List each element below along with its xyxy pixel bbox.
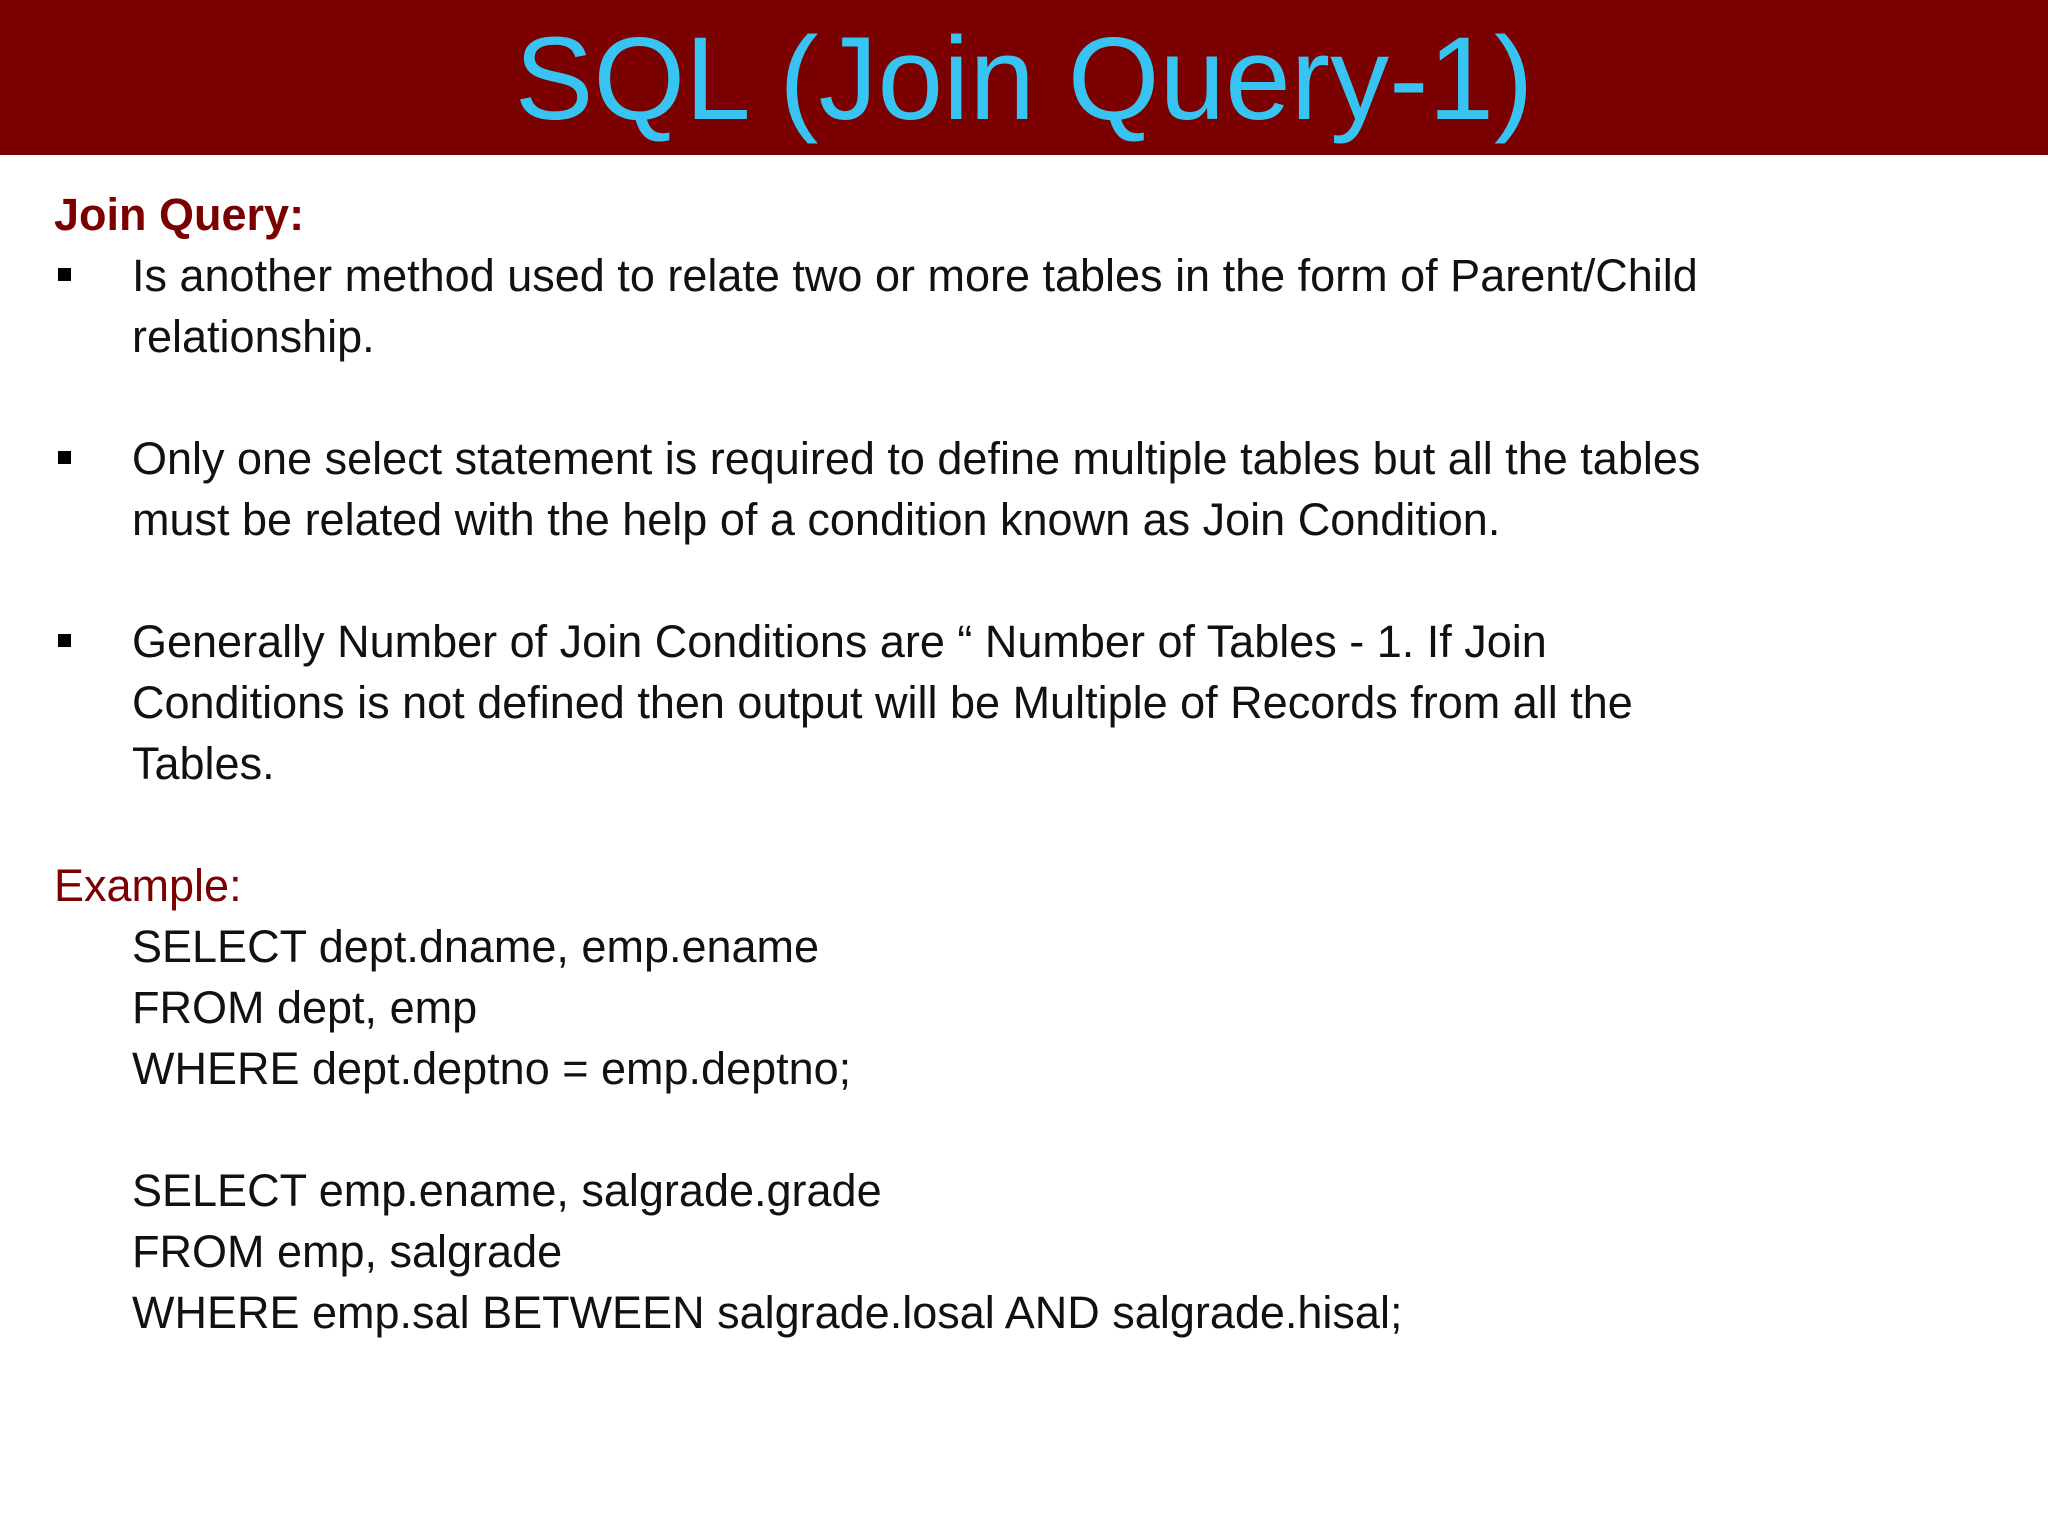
- bullet-line: Conditions is not defined then output will be Multiple of Records from all the: [132, 677, 1633, 728]
- square-bullet-icon: [58, 634, 71, 647]
- code-example-1: [54, 916, 2014, 1099]
- square-bullet-icon: [58, 451, 71, 464]
- code-line: FROM dept, emp: [132, 982, 478, 1033]
- slide-title: SQL (Join Query-1): [514, 12, 1534, 145]
- title-bar: [0, 0, 2048, 155]
- code-line: WHERE dept.deptno = emp.deptno;: [132, 1043, 852, 1094]
- slide-content: [54, 185, 2014, 1404]
- bullet-line: Generally Number of Join Conditions are “ Number of Tables - 1. If Join: [132, 616, 1547, 667]
- bullet-item-2: [54, 428, 2014, 550]
- square-bullet-icon: [58, 268, 71, 281]
- example-heading: Example:: [54, 860, 242, 911]
- code-example-2: [54, 1160, 2014, 1343]
- bullet-line: Tables.: [132, 738, 275, 789]
- bullet-item-3: [54, 611, 2014, 794]
- code-line: FROM emp, salgrade: [132, 1226, 563, 1277]
- code-line: SELECT emp.ename, salgrade.grade: [132, 1165, 882, 1216]
- bullet-line: Is another method used to relate two or more tables in the form of Parent/Child: [132, 250, 1698, 301]
- bullet-line: must be related with the help of a condition known as Join Condition.: [132, 494, 1501, 545]
- bullet-line: Only one select statement is required to define multiple tables but all the tables: [132, 433, 1701, 484]
- section-heading: Join Query:: [54, 189, 305, 240]
- code-line: WHERE emp.sal BETWEEN salgrade.losal AND salgrade.hisal;: [132, 1287, 1403, 1338]
- bullet-item-1: [54, 245, 2014, 367]
- code-line: SELECT dept.dname, emp.ename: [132, 921, 820, 972]
- bullet-line: relationship.: [132, 311, 375, 362]
